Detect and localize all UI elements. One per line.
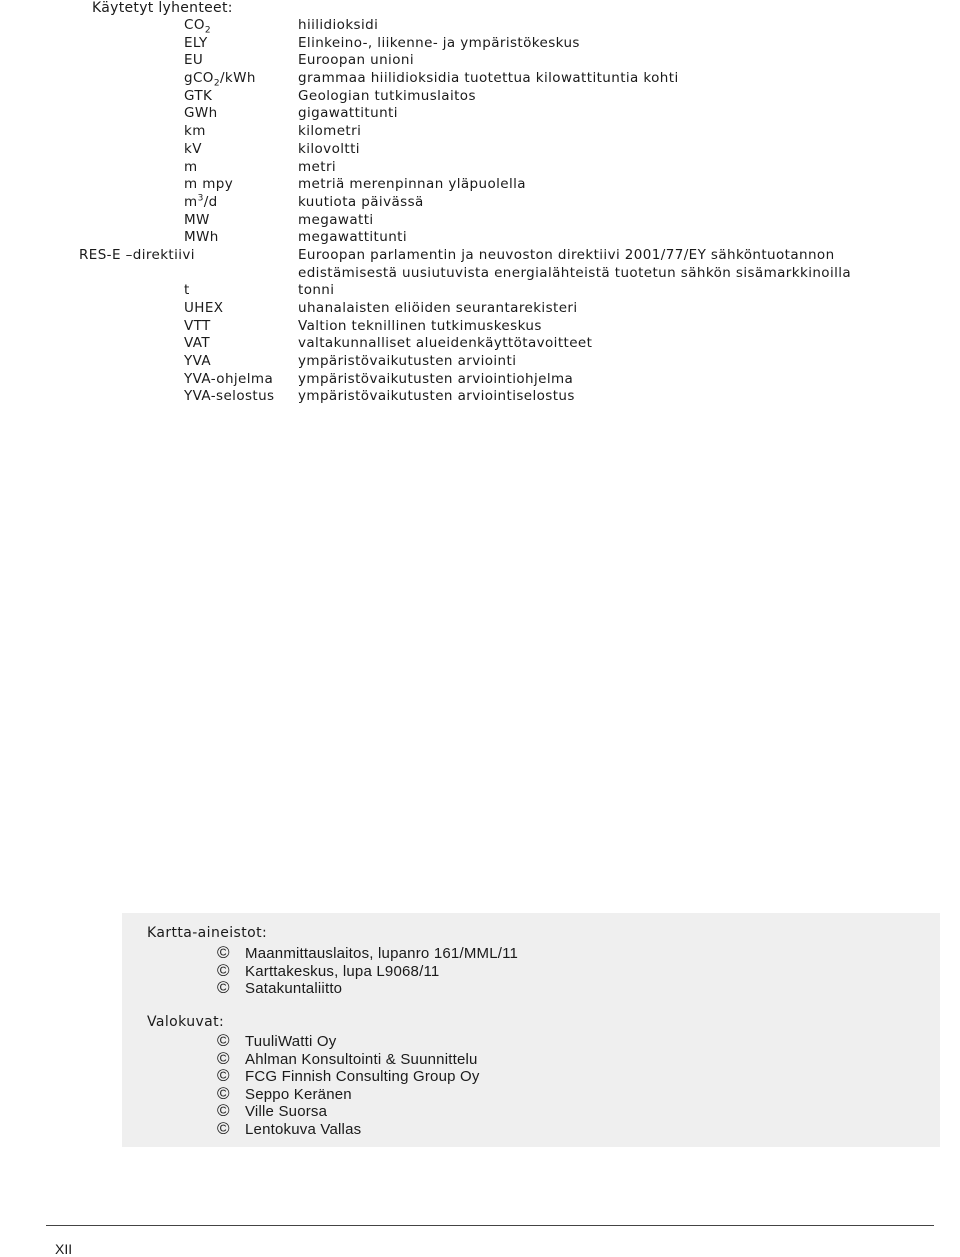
abbreviation-term: YVA	[184, 353, 212, 370]
abbreviation-term: RES-E –direktiivi	[79, 246, 195, 263]
abbreviation-definition: ympäristövaikutusten arviointiohjelma	[298, 370, 574, 387]
photo-sources-title: Valokuvat:	[147, 1014, 225, 1030]
credit-text: TuuliWatti Oy	[245, 1033, 337, 1050]
abbreviation-row	[0, 123, 960, 141]
abbreviation-definition: grammaa hiilidioksidia tuotettua kilowattituntia kohti	[298, 70, 679, 87]
photo-source-item	[217, 1085, 352, 1104]
abbreviation-term: $CO_2$	[184, 17, 211, 36]
abbreviation-row	[0, 52, 960, 70]
abbreviation-term: VAT	[184, 335, 211, 352]
photo-source-item	[217, 1067, 480, 1086]
abbreviation-row	[0, 335, 960, 353]
abbreviation-row	[0, 371, 960, 389]
copyright-icon: ©	[217, 1048, 230, 1068]
abbreviation-row	[0, 282, 960, 300]
copyright-icon: ©	[217, 1083, 230, 1103]
copyright-icon: ©	[217, 978, 230, 998]
abbreviation-row	[0, 159, 960, 177]
abbreviation-term: m	[184, 158, 198, 175]
page-number: XII	[55, 1241, 73, 1257]
abbreviation-term: t	[184, 282, 190, 299]
credit-text: FCG Finnish Consulting Group Oy	[245, 1068, 480, 1086]
abbreviation-definition: kilometri	[298, 123, 362, 140]
abbreviation-definition: kilovoltti	[298, 140, 360, 157]
abbreviation-definition: uhanalaisten eliöiden seurantarekisteri	[298, 300, 578, 317]
credit-text: Ville Suorsa	[245, 1103, 328, 1121]
abbreviation-row	[0, 176, 960, 194]
abbreviation-term: m mpy	[184, 176, 234, 193]
abbreviation-row	[0, 88, 960, 106]
credit-text: Maanmittauslaitos, lupanro 161/MML/11	[245, 945, 519, 962]
abbreviation-term: GWh	[184, 105, 218, 122]
abbreviation-definition: Geologian tutkimuslaitos	[298, 87, 476, 104]
abbreviation-definition: tonni	[298, 282, 335, 299]
photo-source-item	[217, 1120, 361, 1139]
abbreviation-definition: Valtion teknillinen tutkimuskeskus	[298, 317, 542, 334]
abbreviation-term: ELY	[184, 34, 208, 51]
photo-source-item	[217, 1032, 337, 1051]
abbreviation-row	[0, 35, 960, 53]
abbreviation-row	[0, 70, 960, 88]
abbreviation-term: km	[184, 123, 206, 140]
credit-text: Karttakeskus, lupa L9068/11	[245, 962, 440, 980]
abbreviation-definition: Euroopan parlamentin ja neuvoston direktiivi 2001/77/EY sähköntuotannon edistämisestä uusiutuvista energialähteistä tuotetun sähkön sisämarkkinoilla	[298, 246, 852, 281]
abbreviation-row	[0, 300, 960, 318]
photo-source-item	[217, 1102, 327, 1121]
abbreviation-definition: ympäristövaikutusten arviointiselostus	[298, 388, 575, 405]
abbreviation-term: YVA-ohjelma	[184, 370, 274, 387]
abbreviation-definition: metriä merenpinnan yläpuolella	[298, 176, 526, 193]
footer-divider	[46, 1225, 934, 1226]
abbreviation-row	[0, 194, 960, 212]
abbreviation-term: MWh	[184, 229, 219, 246]
abbreviation-row	[0, 105, 960, 123]
abbreviation-term: UHEX	[184, 300, 224, 317]
abbreviation-row	[0, 229, 960, 247]
abbreviation-definition: hiilidioksidi	[298, 17, 379, 33]
copyright-icon: ©	[217, 943, 230, 962]
map-sources-title: Kartta-aineistot:	[147, 925, 268, 941]
credit-text: Ahlman Konsultointi & Suunnittelu	[245, 1050, 478, 1068]
credits-box	[122, 913, 940, 1147]
abbreviation-definition: ympäristövaikutusten arviointi	[298, 353, 517, 370]
abbreviation-definition: megawatti	[298, 211, 374, 228]
abbreviation-definition: valtakunnalliset alueidenkäyttötavoitteet	[298, 335, 593, 352]
copyright-icon: ©	[217, 1066, 230, 1086]
abbreviation-definition: Euroopan unioni	[298, 52, 414, 69]
abbreviation-term: gCO$_2$/kWh	[184, 70, 256, 89]
abbreviations-heading: Käytetyt lyhenteet:	[92, 0, 233, 16]
abbreviation-term: YVA-selostus	[184, 388, 275, 405]
credit-text: Lentokuva Vallas	[245, 1121, 362, 1138]
abbreviation-definition: metri	[298, 158, 337, 175]
photo-source-item	[217, 1050, 478, 1069]
abbreviation-row	[0, 247, 960, 282]
abbreviation-row	[0, 388, 960, 406]
abbreviation-row	[0, 353, 960, 371]
credit-text: Seppo Keränen	[245, 1085, 352, 1103]
abbreviation-definition: megawattitunti	[298, 229, 407, 246]
abbreviation-row	[0, 318, 960, 336]
abbreviations-list	[0, 17, 960, 406]
abbreviation-row	[0, 141, 960, 159]
abbreviation-term: GTK	[184, 87, 213, 104]
abbreviation-row	[0, 212, 960, 230]
abbreviation-definition: kuutiota päivässä	[298, 193, 424, 210]
copyright-icon: ©	[217, 960, 230, 980]
credit-text: Satakuntaliitto	[245, 980, 343, 998]
abbreviation-term: MW	[184, 211, 210, 228]
abbreviation-definition: Elinkeino-, liikenne- ja ympäristökeskus	[298, 34, 580, 51]
copyright-icon: ©	[217, 1031, 230, 1050]
abbreviation-term: VTT	[184, 317, 211, 334]
abbreviation-term: kV	[184, 140, 202, 157]
copyright-icon: ©	[217, 1101, 230, 1121]
map-source-item	[217, 979, 342, 998]
map-source-item	[217, 944, 518, 963]
abbreviation-term: $m^3/d$	[184, 193, 218, 210]
copyright-icon: ©	[217, 1119, 230, 1138]
abbreviation-term: EU	[184, 52, 204, 69]
abbreviation-row	[0, 17, 960, 35]
map-source-item	[217, 962, 439, 981]
abbreviation-definition: gigawattitunti	[298, 105, 398, 122]
